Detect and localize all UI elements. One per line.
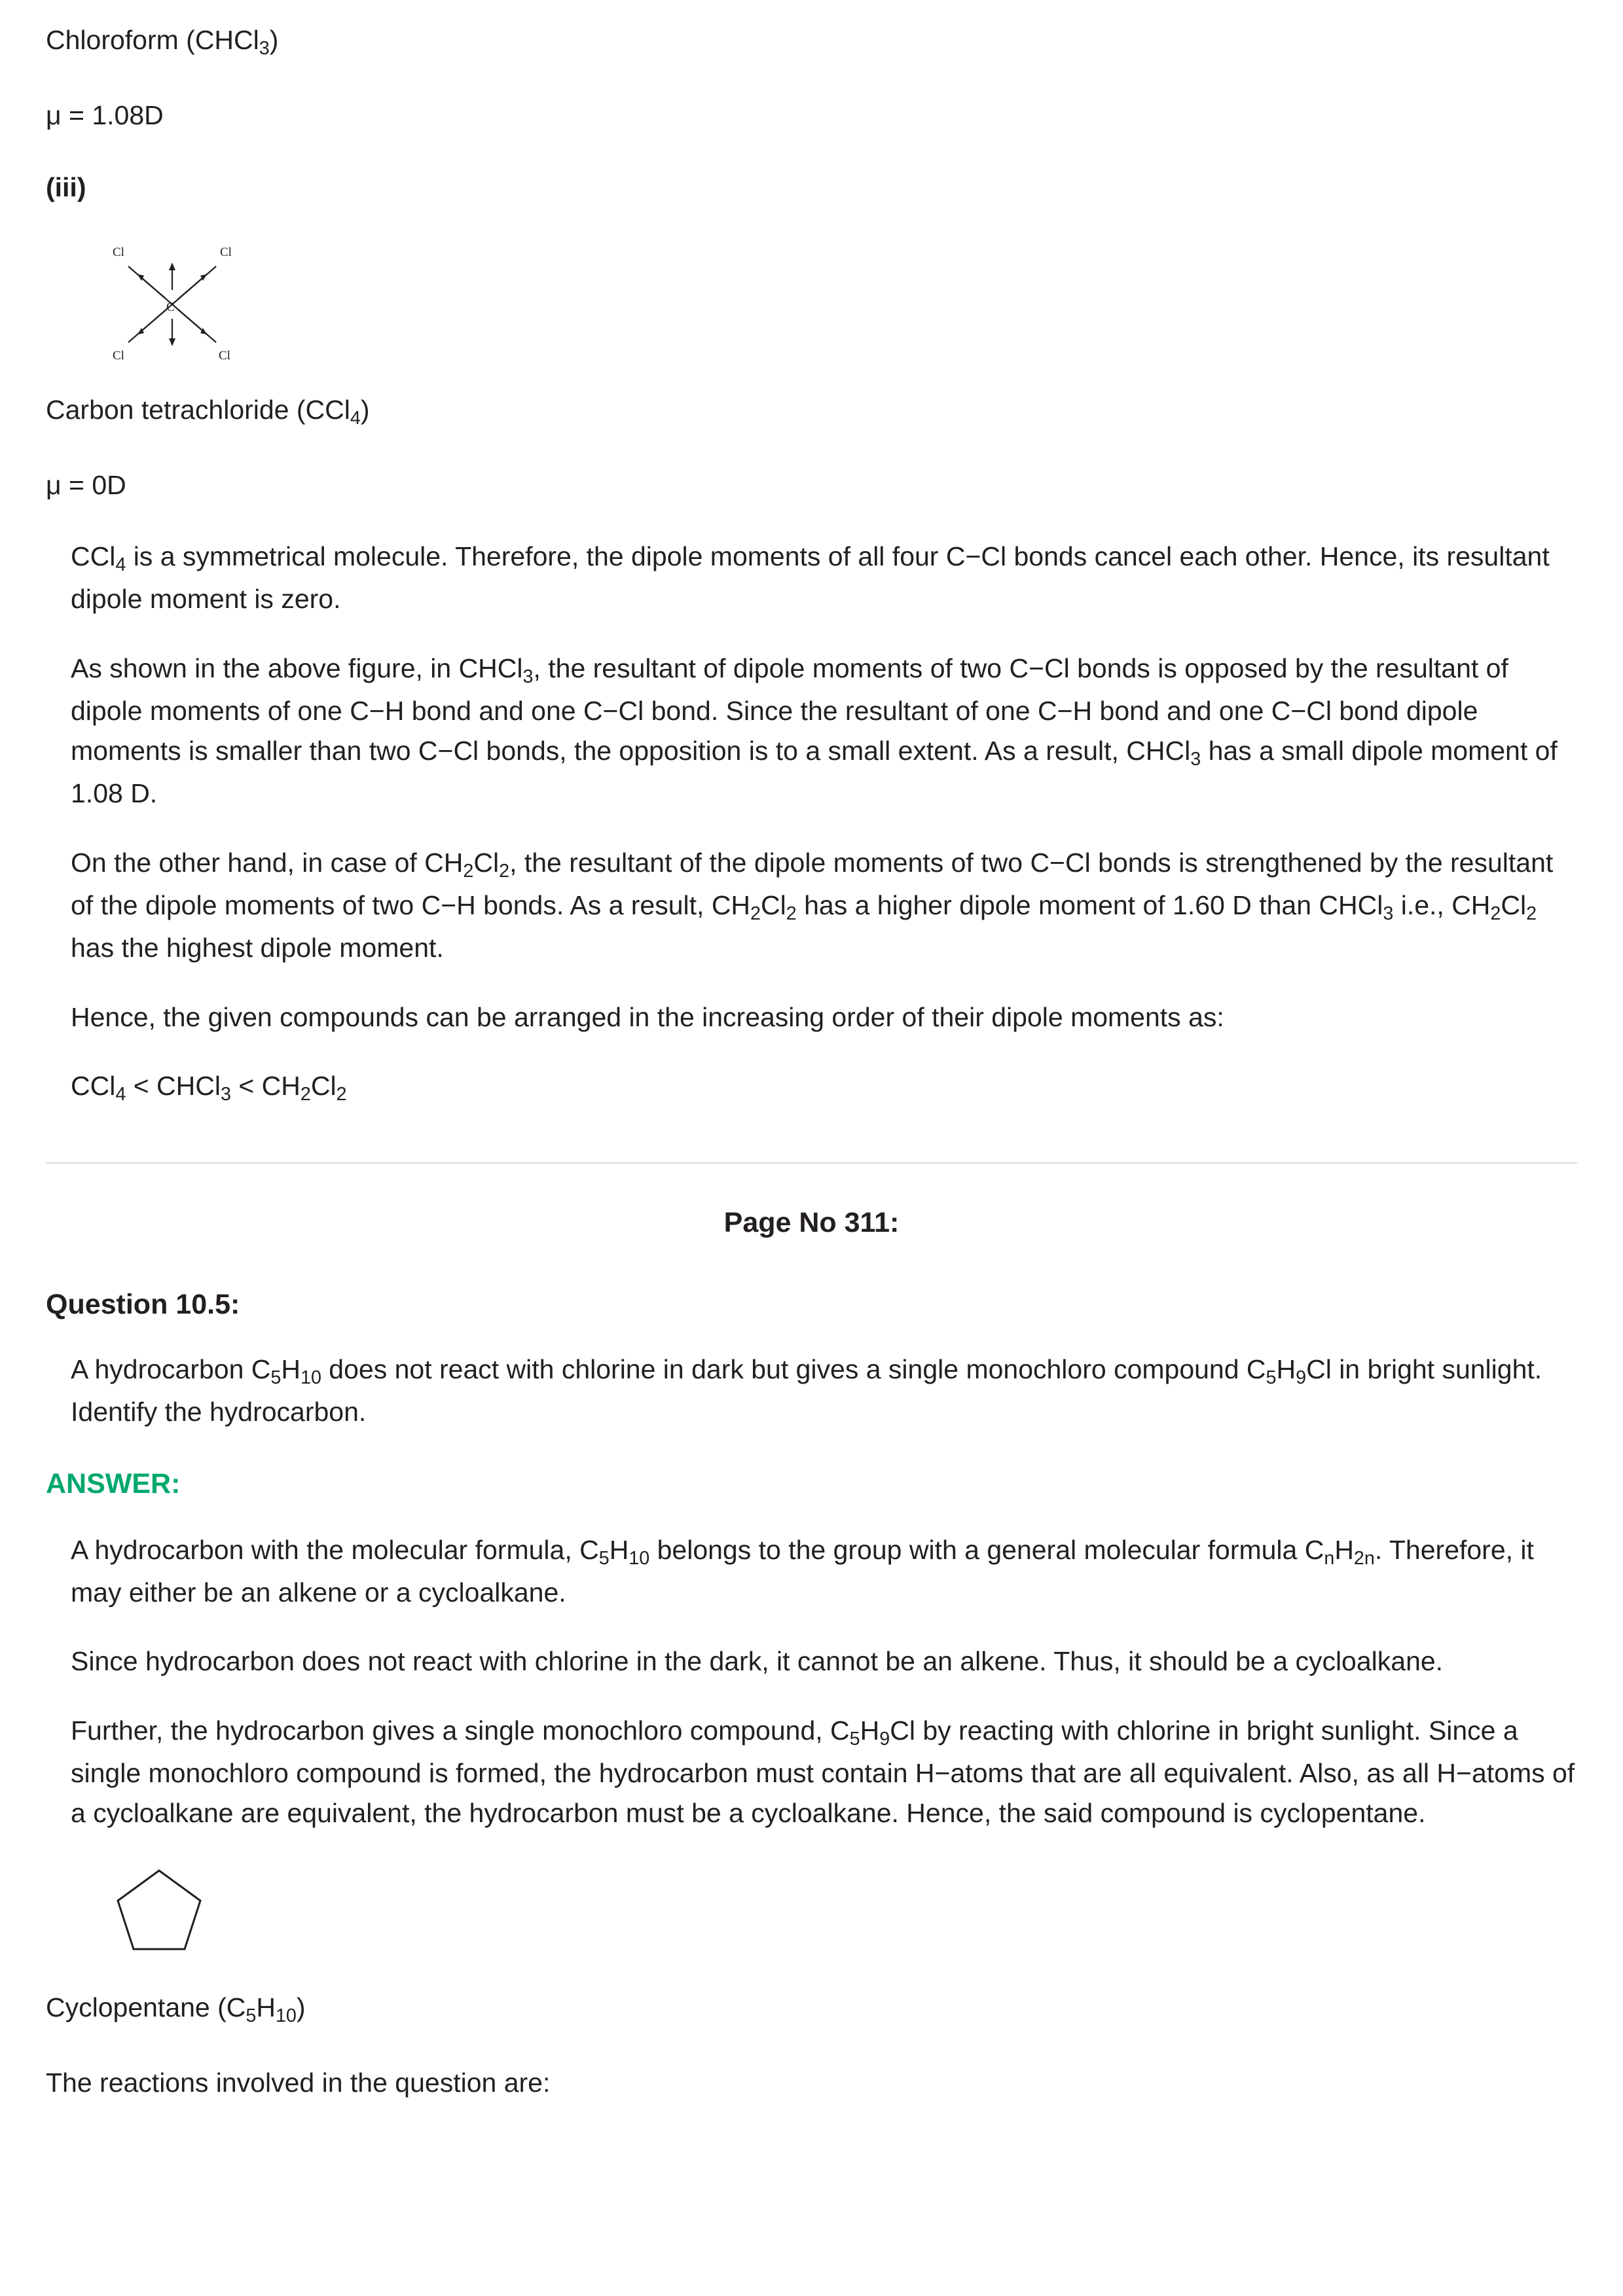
cyclopentane-caption-sub-5: 5 <box>246 2005 257 2026</box>
answer-label: ANSWER: <box>46 1467 181 1499</box>
ccl4-dipole-value: μ = 0D <box>46 469 126 500</box>
cyclopentane-caption-pre: Cyclopentane (C <box>46 1992 246 2022</box>
ccl4-caption-pre: Carbon tetrachloride (CCl <box>46 395 350 425</box>
page-number-heading: Page No 311: <box>723 1207 900 1239</box>
question-text: A hydrocarbon $C_5H_{10}$ does not react with chlorine in dark but gives a single monochloro compound $C_5H_9Cl$ in bright sunlight. Identify the hydrocarbon. <box>71 1354 1542 1427</box>
question-title: Question 10.5: <box>46 1289 240 1321</box>
chloroform-dipole-value: μ = 1.08D <box>46 99 164 130</box>
paragraph-chcl3: As shown in the above figure, in CHCl$_3$, the resultant of dipole moments of two C−Cl bonds is opposed by the resultant of dipole moments of one C−H bond and one C−Cl bond. Since the resultant of one C−H bond and one C−Cl bond dipole moments is smaller than two C−Cl bonds, the opposition is to a small extent. As a result, CHCl$_3$ has a small dipole moment of 1.08 D. <box>71 653 1558 809</box>
paragraph-ch2cl2: On the other hand, in case of $CH_2Cl_2$, the resultant of the dipole moments of two C−Cl bonds is strengthened by the resultant of the dipole moments of two C−H bonds. As a result, $CH_2Cl_2$ has a higher dipole moment of 1.60 D than CHCl$_3$ i.e., $CH_2Cl_2$ has the highest dipole moment. <box>71 847 1554 963</box>
cyclopentane-caption-sub-10: 10 <box>275 2005 297 2026</box>
ccl4-label-cl-top-left: Cl <box>113 245 124 260</box>
paragraph-dipole-order: CCl$_4$ < CHCl$_3$ < $CH_2Cl_2$ <box>71 1071 347 1105</box>
ccl4-label-cl-bottom-left: Cl <box>113 349 124 363</box>
chloroform-caption-pre: Chloroform (CHCl <box>46 25 259 55</box>
cyclopentane-caption <box>46 1987 1577 2031</box>
answer-paragraph-1: A hydrocarbon with the molecular formula, $C_5H_{10}$ belongs to the group with a general molecular formula $C_nH_{2n}$. Therefore, it may either be an alkene or a cycloalkane. <box>71 1534 1534 1607</box>
chloroform-caption <box>46 20 1577 63</box>
ccl4-label-c-center: C <box>166 300 175 315</box>
paragraph-conclusion: Hence, the given compounds can be arranged in the increasing order of their dipole moments as: <box>71 1001 1224 1032</box>
part-label-iii: (iii) <box>46 171 86 202</box>
answer-paragraph-3: Further, the hydrocarbon gives a single monochloro compound, $C_5H_9Cl$ by reacting with chlorine in bright sunlight. Since a single monochloro compound is formed, the hydrocarbon must contain H−atoms that are all equivalent. Also, as all H−atoms of a cycloalkane are equivalent, the hydrocarbon must be a cycloalkane. Hence, the said compound is cyclopentane. <box>71 1715 1575 1829</box>
chloroform-caption-post: ) <box>269 25 279 55</box>
cyclopentane-structure-diagram <box>110 1863 208 1961</box>
answer-paragraph-2: Since hydrocarbon does not react with chlorine in the dark, it cannot be an alkene. Thus, it should be a cycloalkane. <box>71 1646 1444 1677</box>
chloroform-caption-sub: 3 <box>259 38 270 60</box>
closing-line: The reactions involved in the question are: <box>46 2067 551 2098</box>
paragraph-ccl4-symmetry: CCl$_4$ is a symmetrical molecule. Therefore, the dipole moments of all four C−Cl bonds cancel each other. Hence, its resultant dipole moment is zero. <box>71 541 1550 615</box>
ccl4-label-cl-top-right: Cl <box>220 245 232 260</box>
ccl4-label-cl-bottom-right: Cl <box>219 349 230 363</box>
cyclopentane-caption-post: ) <box>296 1992 306 2022</box>
ccl4-caption <box>46 389 1577 433</box>
ccl4-structure-diagram <box>103 239 247 370</box>
ccl4-caption-sub: 4 <box>350 408 361 429</box>
section-divider <box>46 1162 1577 1164</box>
ccl4-caption-post: ) <box>360 395 370 425</box>
cyclopentane-caption-mid: H <box>256 1992 276 2022</box>
